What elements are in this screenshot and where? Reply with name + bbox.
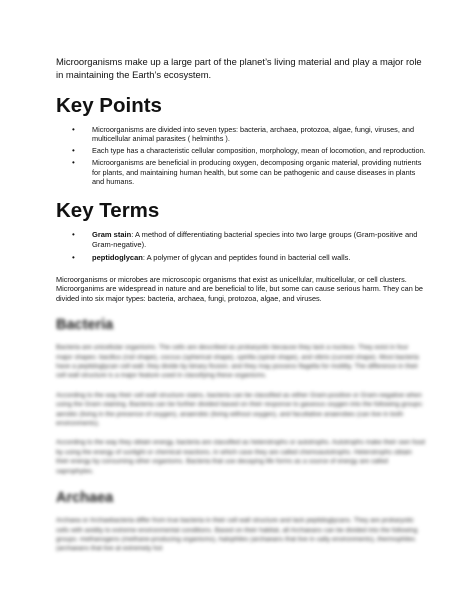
bacteria-paragraph: Bacteria are unicellular organisms. The cells are described as prokaryotic because they lack a nucleus. They exist in four major shapes: bacillus (rod shape), coccus (spherical shape), spirilla (spiral shape), and vibrio (curved shape). Most bacteria have a peptidoglycan cell wall; they divide by binary fission; and they may possess flagella for motility. The difference in their cell wall structure is a major feature used in classifying these organisms. — [56, 344, 419, 380]
key-term-definition: : A method of differentiating bacterial species into two large groups (Gram-positive and Gram-negative). — [92, 230, 418, 249]
intro-paragraph: Microorganisms make up a large part of the planet’s living material and play a major role in maintaining the Earth’s ecosystem. — [56, 56, 422, 80]
overview-paragraph: Microorganisms or microbes are microscopic organisms that exist as unicellular, multicellular, or cell clusters. Microorganims are widespread in nature and are beneficial to life, but some can cause serious harm. They can be divided into six major types: bacteria, archaea, fungi, protozoa, algae, and viruses. — [56, 275, 423, 303]
key-term-item — [56, 253, 426, 263]
key-point-item: • Each type has a characteristic cellular composition, morphology, mean of locomotion, and reproduction. — [56, 146, 426, 155]
key-point-item: • Microorganisms are beneficial in producing oxygen, decomposing organic material, providing nutrients for plants, and maintaining human health, but some can be pathogenic and cause diseases in plants and humans. — [56, 158, 426, 186]
key-terms-heading: Key Terms — [56, 199, 160, 222]
key-terms-list — [56, 230, 426, 263]
document-content — [56, 56, 426, 564]
bacteria-paragraph: According to the way their cell wall structure stains, bacteria can be classified as either Gram-positive or Gram-negative when using the Gram staining. Bacteria can be further divided based on their response to gaseous oxygen into the following groups: aerobic (living in the presence of oxygen), anaerobic (living without oxygen), and facultative anaerobes (can live in both environments). — [56, 391, 424, 428]
key-points-list — [56, 125, 426, 186]
blurred-preview-section — [56, 317, 426, 554]
archaea-heading: Archaea — [56, 490, 114, 507]
key-term-name: Gram stain — [92, 230, 132, 239]
key-term-name: peptidoglycan — [92, 253, 143, 262]
key-term-definition: : A polymer of glycan and peptides found in bacterial cell walls. — [142, 253, 351, 262]
key-point-item: • Microorganisms are divided into seven types: bacteria, archaea, protozoa, algae, fungi, viruses, and multicellular animal parasites ( helminths ). — [56, 125, 426, 143]
bacteria-heading: Bacteria — [56, 317, 114, 334]
key-term-item — [56, 230, 426, 250]
key-points-heading: Key Points — [56, 94, 162, 118]
archaea-paragraph: Archaea or Archaebacteria differ from true bacteria in their cell wall structure and lack peptidoglycans. They are prokaryotic cells with avidity to extreme environmental conditions. Based on their habitat, all Archaeans can be divided into the following groups: methanogens (methane-producing organisms), halophiles (archaeans that live in salty environments), thermophiles (archaeans that live at extremely hot — [56, 517, 418, 553]
bacteria-paragraph: According to the way they obtain energy, bacteria are classified as heterotrophs or autotrophs. Autotrophs make their own food by using the energy of sunlight or chemical reactions, in which case they are called chemoautotrophs. Heterotrophs obtain their energy by consuming other organisms. Bacteria that use decaying life forms as a source of energy are called saprophytes. — [56, 439, 425, 475]
